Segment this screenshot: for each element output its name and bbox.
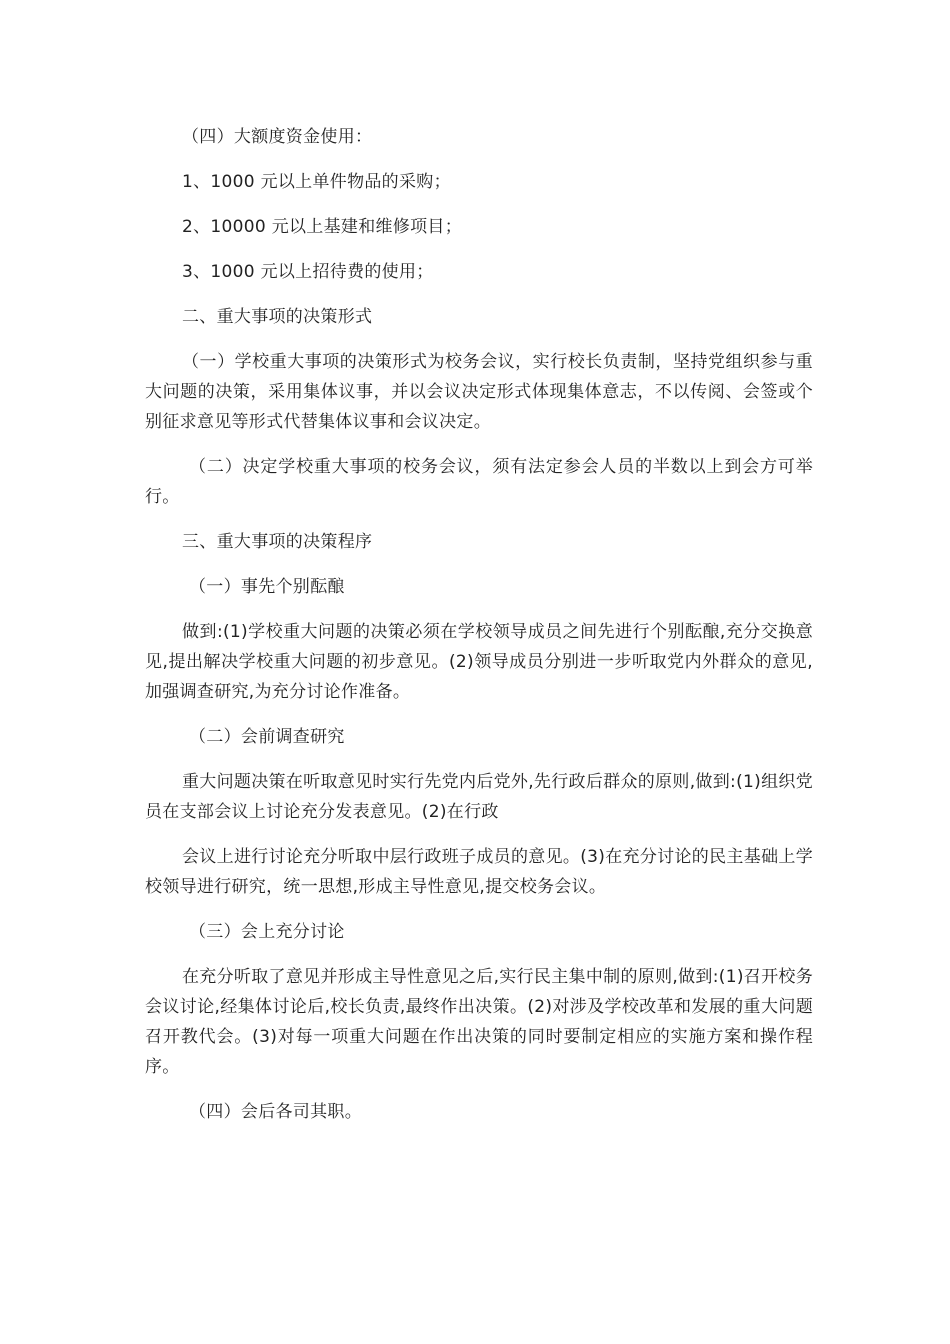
list-item: 3、1000 元以上招待费的使用； (182, 262, 434, 282)
subsection-heading: （二）会前调查研究 (189, 727, 345, 747)
list-item: 2、10000 元以上基建和维修项目； (182, 217, 462, 237)
subsection-heading: （四）会后各司其职。 (189, 1102, 362, 1122)
body-paragraph: 重大问题决策在听取意见时实行先党内后党外,先行政后群众的原则,做到:(1)组织党员在支部会议上讨论充分发表意见。(2)在行政 (145, 772, 813, 822)
subsection-heading: （一）事先个别酝酿 (189, 577, 345, 597)
section-heading: 二、重大事项的决策形式 (182, 307, 373, 327)
section-heading: 三、重大事项的决策程序 (182, 532, 373, 552)
section-heading: （四）大额度资金使用： (182, 127, 373, 147)
body-paragraph: （二）决定学校重大事项的校务会议，须有法定参会人员的半数以上到会方可举行。 (145, 457, 813, 507)
body-paragraph: 在充分听取了意见并形成主导性意见之后,实行民主集中制的原则,做到:(1)召开校务会议讨论,经集体讨论后,校长负责,最终作出决策。(2)对涉及学校改革和发展的重大问题召开教代会。(3)对每一项重大问题在作出决策的同时要制定相应的实施方案和操作程序。 (145, 967, 813, 1077)
subsection-heading: （三）会上充分讨论 (189, 922, 345, 942)
body-paragraph: （一）学校重大事项的决策形式为校务会议，实行校长负责制，坚持党组织参与重大问题的决策，采用集体议事，并以会议决定形式体现集体意志，不以传阅、会签或个别征求意见等形式代替集体议事和会议决定。 (145, 352, 813, 432)
list-item: 1、1000 元以上单件物品的采购； (182, 172, 451, 192)
body-paragraph: 做到:(1)学校重大问题的决策必须在学校领导成员之间先进行个别酝酿,充分交换意见,提出解决学校重大问题的初步意见。(2)领导成员分别进一步听取党内外群众的意见,加强调查研究,为充分讨论作准备。 (145, 622, 813, 702)
document-body (145, 122, 813, 1142)
body-paragraph: 会议上进行讨论充分听取中层行政班子成员的意见。(3)在充分讨论的民主基础上学校领导进行研究，统一思想,形成主导性意见,提交校务会议。 (145, 847, 813, 897)
